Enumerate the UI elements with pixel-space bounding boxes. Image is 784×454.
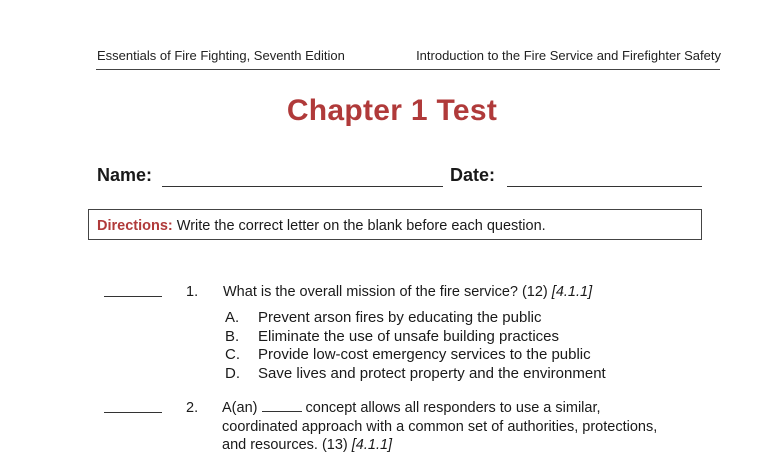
question-1-option-b [225,327,559,346]
date-field[interactable] [507,186,702,187]
directions-text: Write the correct letter on the blank before each question. [172,218,546,234]
directions-label: Directions: [97,218,173,234]
header-section-title: Introduction to the Fire Service and Firefighter Safety [416,48,721,63]
page-title: Chapter 1 Test [286,94,498,127]
question-1-option-c [225,345,591,364]
question-2-fill-blank[interactable] [262,399,302,412]
option-letter: A. [225,309,240,326]
answer-blank-1[interactable] [104,296,162,297]
question-2-line-3-text: and resources. (13) [222,437,352,453]
directions-box [88,209,702,240]
header-rule [96,69,720,70]
header-book-title: Essentials of Fire Fighting, Seventh Edition [97,48,345,63]
option-letter: C. [225,346,240,363]
question-1-option-d [225,364,606,383]
option-text: Provide low-cost emergency services to the public [258,346,591,363]
question-number-1: 1. [186,284,199,300]
question-2-reference: [4.1.1] [351,437,393,453]
question-2-line-3 [222,436,392,454]
name-field[interactable] [162,186,443,187]
question-text-1 [223,283,592,301]
question-number-2: 2. [186,400,199,416]
question-2-stem-start: A(an) [222,400,262,416]
question-2-stem-end: concept allows all responders to use a similar, [301,400,601,416]
answer-blank-2[interactable] [104,412,162,413]
question-1-stem: What is the overall mission of the fire service? (12) [223,284,552,300]
directions [97,218,546,234]
question-1-reference: [4.1.1] [551,284,593,300]
question-2-line-2: coordinated approach with a common set of authorities, protections, [222,419,658,435]
question-1-option-a [225,308,542,327]
option-text: Eliminate the use of unsafe building practices [258,328,560,345]
name-label: Name: [97,165,153,185]
option-text: Prevent arson fires by educating the public [258,309,542,326]
option-letter: B. [225,328,240,345]
option-letter: D. [225,365,240,382]
question-text-2 [222,399,601,417]
option-text: Save lives and protect property and the environment [258,365,606,382]
date-label: Date: [450,165,496,185]
